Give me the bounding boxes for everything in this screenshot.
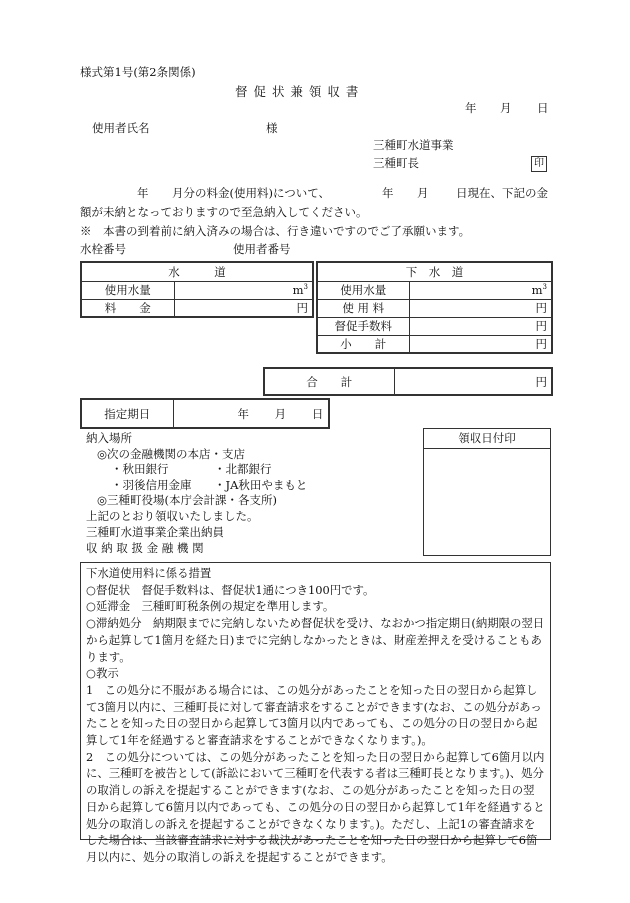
notes-reminder-fee: ○督促状 督促手数料は、督促状1通につき100円です。	[86, 582, 375, 597]
document-title: 督 促 状 兼 領 収 書	[235, 84, 360, 99]
collecting-agent-label: 収 納 取 扱 金 融 機 関	[86, 541, 204, 555]
due-year-label: 年	[237, 406, 249, 421]
reminder-fee-label: 督促手数料	[317, 317, 409, 335]
subtotal-value: 円	[409, 335, 552, 353]
total-table	[263, 367, 553, 396]
seal-box: 印	[531, 156, 547, 172]
sewer-fee-value: 円	[409, 299, 552, 317]
bank-ja-akita-yamamoto: ・JA秋田やまもと	[214, 478, 308, 492]
due-date-label: 指定期日	[81, 399, 173, 428]
notes-instruction-2: 2 この処分については、この処分があったことを知った日の翌日から起算して6箇月以内に、三種町を被告として(訴訟において三種町を代表する者は三種町長となります。)、処分の取消しの訴えを提起することができます(なお、この処分があったことを知った日の翌日から起算して6箇月以内であっても、この処分の日の翌日から起算して1年を経過すると処分の取消しの訴えを提起することができなくなります。)。ただし、上記1の審査請求をした場合は、当該審査請求に対する裁決があったことを知った日の翌日から起算して6箇月以内に、処分の取消しの訴えを提起することができます。	[86, 749, 545, 864]
notes-instruction-title: ○教示	[86, 666, 119, 681]
date-month-label: 月	[500, 101, 512, 115]
institutions-intro: ◎次の金融機関の本店・支店	[97, 447, 246, 461]
date-day-label: 日	[537, 101, 549, 115]
form-number: 様式第1号(第2条関係)	[80, 65, 196, 79]
notes-title: 下水道使用料に係る措置	[86, 566, 212, 580]
water-fee-value: 円	[174, 299, 313, 317]
status-month-label: 月	[417, 186, 429, 200]
bank-akita: ・秋田銀行	[111, 462, 169, 476]
payment-place-title: 納入場所	[86, 431, 132, 445]
already-paid-notice: ※ 本書の到着前に納入済みの場合は、行き違いですのでご了承願います。	[80, 224, 471, 238]
due-date-table	[80, 398, 330, 429]
water-fee-label: 料 金	[81, 299, 174, 317]
reminder-fee-value: 円	[409, 317, 552, 335]
water-table	[80, 261, 314, 318]
town-office: ◎三種町役場(本庁会計課・各支所)	[97, 493, 278, 507]
notes-late-fee: ○延滞金 三種町町税条例の規定を準用します。	[86, 599, 335, 614]
date-year-label: 年	[465, 101, 477, 115]
user-name-label: 使用者氏名	[92, 121, 150, 135]
sewer-usage-value: $m^3$	[409, 281, 552, 299]
billing-month-text: 月分の料金(使用料)について、	[172, 186, 331, 200]
sewer-measures-notes	[80, 562, 551, 864]
due-day-label: 日	[311, 406, 324, 421]
unpaid-notice: 額が未納となっておりますので至急納入してください。	[80, 205, 368, 219]
status-day-text: 日現在、下記の金	[456, 186, 548, 200]
sewer-table	[316, 261, 553, 354]
water-header: 水 道	[81, 262, 313, 281]
water-usage-value: $m^3$	[174, 281, 313, 299]
bank-hokuto: ・北都銀行	[214, 462, 272, 476]
sama-label: 様	[266, 121, 278, 135]
receipt-stamp-label: 領収日付印	[424, 429, 550, 449]
billing-year-label: 年	[137, 186, 149, 200]
notes-delinquency-action: ○滞納処分 納期限までに完納しないため督促状を受け、なおかつ指定期日(納期限の翌日から起算して1箇月を経た日)までに完納しなかったときは、財産差押えを受けることもあります。	[86, 616, 545, 664]
sewer-header: 下 水 道	[317, 262, 552, 281]
bank-ugo-shinkin: ・羽後信用金庫	[111, 478, 192, 492]
cashier-label: 三種町水道事業企業出納員	[86, 525, 224, 539]
due-month-label: 月	[274, 406, 287, 421]
subtotal-label: 小 計	[317, 335, 409, 353]
issuer-organization: 三種町水道事業	[373, 138, 454, 152]
sewer-usage-label: 使用水量	[317, 281, 409, 299]
issuer-head: 三種町長	[373, 156, 419, 170]
user-number-label: 使用者番号	[233, 242, 291, 256]
notes-instruction-1: 1 この処分に不服がある場合には、この処分があったことを知った日の翌日から起算して3箇月以内に、三種町長に対して審査請求をすることができます(なお、この処分があったことを知った日の翌日から起算して3箇月以内であっても、この処分の日の翌日から起算して1年を経過すると審査請求をすることができなくなります。)。	[86, 682, 542, 748]
sewer-fee-label: 使 用 料	[317, 299, 409, 317]
received-text: 上記のとおり領収いたしました。	[86, 509, 259, 523]
total-value: 円	[394, 368, 552, 395]
status-year-label: 年	[382, 186, 394, 200]
due-date-value	[173, 399, 329, 428]
receipt-stamp-box	[423, 428, 551, 556]
total-label: 合 計	[264, 368, 394, 395]
meter-number-label: 水栓番号	[80, 242, 126, 256]
water-usage-label: 使用水量	[81, 281, 174, 299]
